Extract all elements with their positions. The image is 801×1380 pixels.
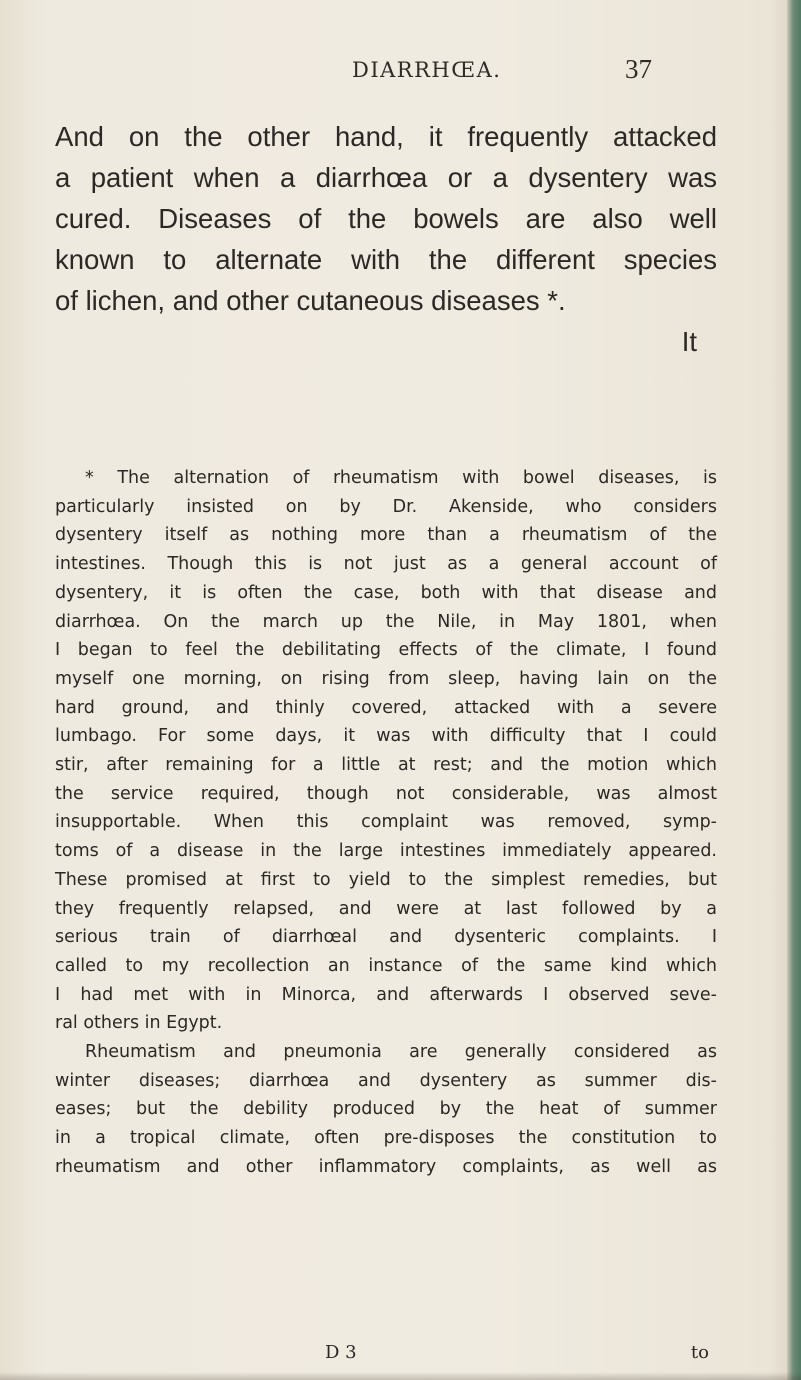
body-line: of lichen, and other cutaneous diseases *.: [55, 285, 566, 316]
body-line: known to alternate with the different species: [55, 244, 717, 275]
footnote-line: myself one morning, on rising from sleep, having lain on the: [55, 668, 717, 689]
body-line: And on the other hand, it frequently attacked: [55, 121, 717, 152]
running-head: DIARRHŒA.: [352, 58, 502, 82]
footnote: [55, 464, 717, 1182]
page-number: 37: [625, 54, 652, 84]
footnote-line: in a tropical climate, often pre-disposes the constitution to: [55, 1128, 717, 1149]
footnote-line: serious train of diarrhœal and dysenteric complaints. I: [55, 927, 717, 948]
footnote-line: I had met with in Minorca, and afterwards I observed seve-: [55, 984, 717, 1005]
footnote-line: they frequently relapsed, and were at last followed by a: [55, 898, 717, 919]
footnote-line: stir, after remaining for a little at rest; and the motion which: [55, 755, 717, 776]
footnote-line: intestines. Though this is not just as a general account of: [55, 554, 717, 575]
catchword: It: [681, 326, 697, 357]
footnote-line: ral others in Egypt.: [55, 1013, 223, 1034]
footnote-line: toms of a disease in the large intestines immediately appeared.: [55, 841, 717, 862]
footnote-line: rheumatism and other inflammatory complaints, as well as: [55, 1156, 717, 1177]
body-text: [55, 116, 717, 362]
catchword: to: [690, 1342, 709, 1363]
footnote-line: hard ground, and thinly covered, attacked with a severe: [55, 697, 717, 718]
footnote-line: particularly insisted on by Dr. Akenside, who considers: [55, 496, 717, 517]
body-line: a patient when a diarrhœa or a dysentery was: [55, 162, 717, 193]
footnote-line: These promised at first to yield to the simplest remedies, but: [55, 869, 717, 890]
page-footer: [55, 1342, 717, 1372]
footnote-line: winter diseases; diarrhœa and dysentery as summer dis-: [55, 1070, 717, 1091]
page-header: [0, 52, 801, 92]
footnote-line: insupportable. When this complaint was removed, symp-: [55, 812, 717, 833]
footnote-line: * The alternation of rheumatism with bowel diseases, is: [85, 468, 717, 488]
footnote-line: the service required, though not considerable, was almost: [55, 783, 717, 804]
footnote-line: I began to feel the debilitating effects of the climate, I found: [55, 640, 717, 661]
footnote-line: dysentery, it is often the case, both with that disease and: [55, 582, 717, 603]
page-edge: [787, 0, 801, 1380]
printer-signature: D 3: [325, 1342, 357, 1363]
footnote-line: eases; but the debility produced by the heat of summer: [55, 1099, 717, 1120]
page-bottom-shadow: [0, 1372, 801, 1380]
footnote-line: Rheumatism and pneumonia are generally considered as: [85, 1042, 717, 1063]
footnote-line: called to my recollection an instance of the same kind which: [55, 955, 717, 976]
footnote-line: diarrhœa. On the march up the Nile, in May 1801, when: [55, 611, 717, 632]
footnote-line: dysentery itself as nothing more than a rheumatism of the: [55, 525, 717, 546]
body-line: cured. Diseases of the bowels are also well: [55, 203, 717, 234]
footnote-line: lumbago. For some days, it was with difficulty that I could: [55, 726, 717, 747]
